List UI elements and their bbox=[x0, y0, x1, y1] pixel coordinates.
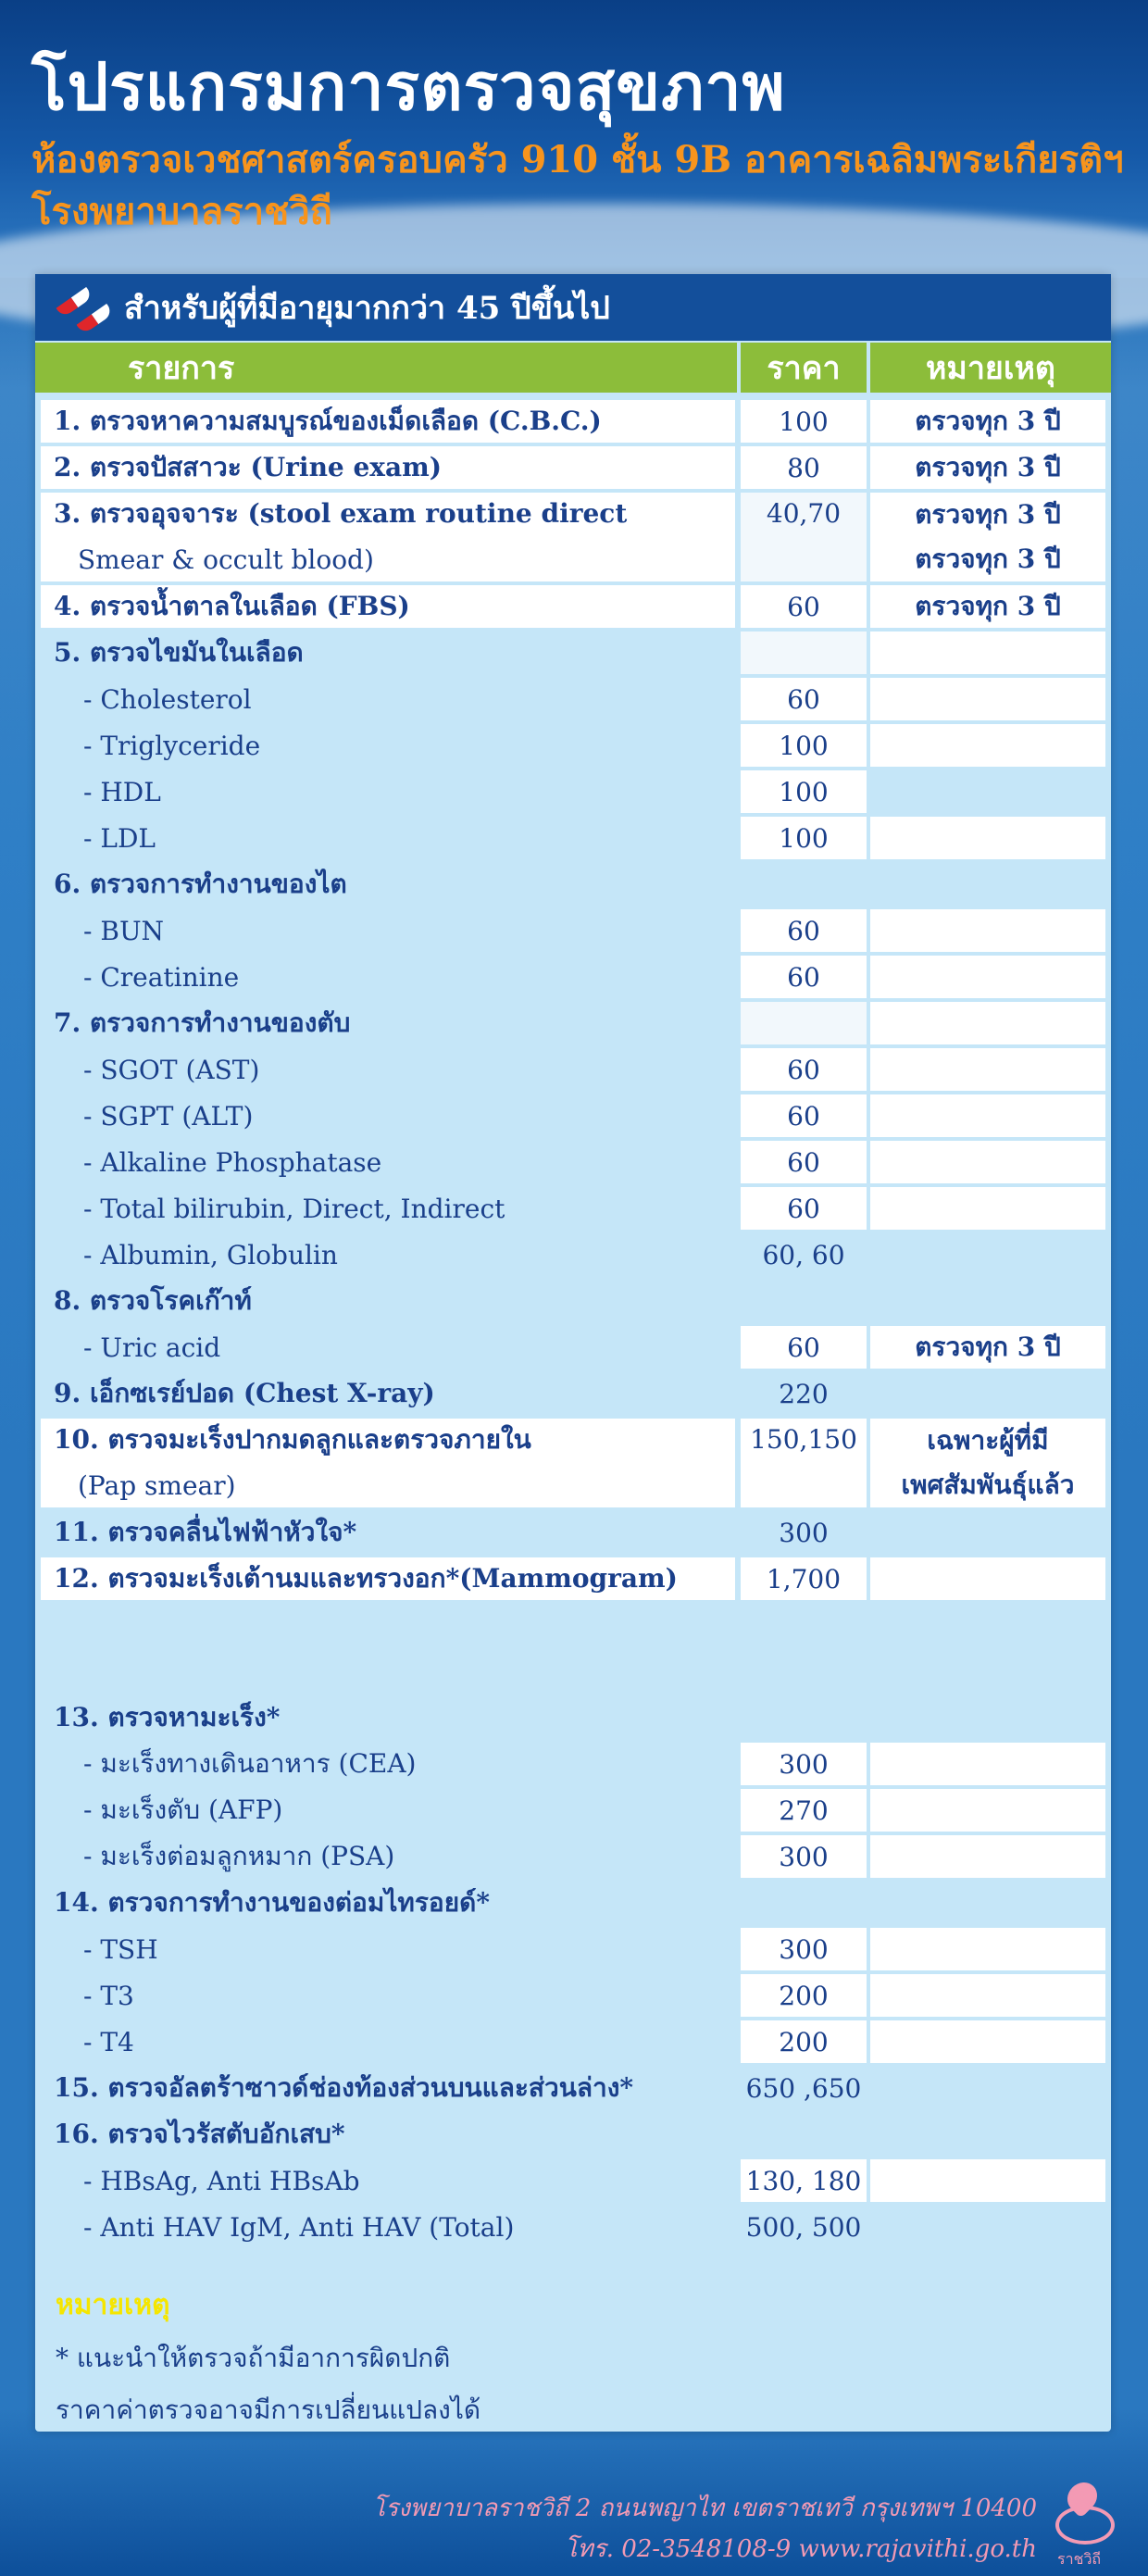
row-price: 60 bbox=[741, 1094, 867, 1137]
hospital-name: โรงพยาบาลราชวิถี bbox=[31, 190, 332, 233]
row-note bbox=[870, 1928, 1105, 1970]
table-row bbox=[35, 1094, 1111, 1141]
table-row bbox=[35, 1743, 1111, 1789]
table-row bbox=[35, 1233, 1111, 1280]
header-banner bbox=[0, 0, 1148, 278]
table-row bbox=[35, 1326, 1111, 1372]
table-row bbox=[35, 2206, 1111, 2252]
row-note-line: เฉพาะผู้ที่มี bbox=[927, 1425, 1049, 1456]
row-price: 60 bbox=[741, 1048, 867, 1091]
row-note bbox=[870, 2206, 1105, 2248]
row-note bbox=[870, 2067, 1105, 2109]
row-item: 16. ตรวจไวรัสตับอักเสบ* bbox=[54, 2119, 345, 2149]
table-row bbox=[35, 1835, 1111, 1882]
row-price: 200 bbox=[741, 2020, 867, 2063]
row-note bbox=[870, 1511, 1105, 1554]
row-price: 270 bbox=[741, 1789, 867, 1832]
row-note bbox=[870, 1233, 1105, 1276]
row-note bbox=[870, 770, 1105, 813]
row-item: 7. ตรวจการทำงานของตับ bbox=[54, 1007, 351, 1038]
row-note bbox=[870, 631, 1105, 674]
row-note bbox=[870, 1974, 1105, 2017]
table-row bbox=[35, 1789, 1111, 1835]
row-item: - SGPT (ALT) bbox=[83, 1100, 254, 1132]
table-row bbox=[35, 1928, 1111, 1974]
row-price: 300 bbox=[741, 1835, 867, 1878]
row-price: 80 bbox=[741, 446, 867, 489]
row-item: - SGOT (AST) bbox=[83, 1054, 260, 1085]
row-item: - Triglyceride bbox=[83, 730, 261, 761]
row-price: 40,70 bbox=[741, 493, 867, 581]
row-price: 220 bbox=[779, 1378, 829, 1409]
row-item-line: Smear & occult blood) bbox=[78, 544, 374, 575]
table-row bbox=[35, 2020, 1111, 2067]
row-item: 5. ตรวจไขมันในเลือด bbox=[54, 637, 304, 668]
row-item: 6. ตรวจการทำงานของไต bbox=[54, 869, 347, 899]
row-note bbox=[870, 2113, 1105, 2156]
row-price: 60 bbox=[741, 678, 867, 720]
table-row bbox=[35, 493, 1111, 585]
row-item: - HDL bbox=[83, 776, 161, 807]
table-row bbox=[35, 1141, 1111, 1187]
row-price: 300 bbox=[741, 1743, 867, 1785]
row-item: - Cholesterol bbox=[83, 683, 252, 715]
row-item: - Total bilirubin, Direct, Indirect bbox=[83, 1193, 505, 1224]
row-item: - Albumin, Globulin bbox=[83, 1239, 338, 1270]
row-price: 300 bbox=[779, 1517, 829, 1548]
row-item: 2. ตรวจปัสสาวะ (Urine exam) bbox=[41, 446, 735, 489]
table-row bbox=[35, 631, 1111, 678]
row-item: 9. เอ็กซเรย์ปอด (Chest X-ray) bbox=[54, 1378, 435, 1408]
row-price: 300 bbox=[741, 1928, 867, 1970]
row-price: 1,700 bbox=[741, 1557, 867, 1600]
row-price: 100 bbox=[741, 817, 867, 859]
row-note bbox=[870, 1187, 1105, 1230]
row-item-line: (Pap smear) bbox=[78, 1470, 236, 1501]
table-row bbox=[35, 1511, 1111, 1557]
page-title: โปรแกรมการตรวจสุขภาพ bbox=[31, 49, 786, 125]
table-row bbox=[35, 2159, 1111, 2206]
row-item: 8. ตรวจโรคเก๊าท์ bbox=[54, 1285, 252, 1316]
row-price: 60 bbox=[741, 1326, 867, 1369]
table-row bbox=[35, 585, 1111, 631]
row-item: - T4 bbox=[83, 2026, 134, 2057]
row-item: - HBsAg, Anti HBsAb bbox=[83, 2165, 360, 2196]
note-line-2: ราคาค่าตรวจอาจมีการเปลี่ยนแปลงได้ bbox=[56, 2395, 481, 2425]
row-note-line: ตรวจทุก 3 ปี bbox=[915, 499, 1061, 530]
row-price: 60 bbox=[741, 909, 867, 952]
row-note bbox=[870, 493, 1105, 581]
row-item-line: 3. ตรวจอุจจาระ (stool exam routine direct bbox=[54, 498, 628, 529]
table-row bbox=[35, 1280, 1111, 1326]
row-item bbox=[41, 493, 735, 581]
row-price: 60 bbox=[741, 956, 867, 998]
logo-text: ราชวิถี bbox=[1057, 2550, 1102, 2568]
table-row bbox=[35, 724, 1111, 770]
row-item: 13. ตรวจหามะเร็ง* bbox=[54, 1702, 281, 1732]
row-note bbox=[870, 1789, 1105, 1832]
row-item: - TSH bbox=[83, 1933, 158, 1965]
row-item: - BUN bbox=[83, 915, 165, 946]
row-note bbox=[870, 1141, 1105, 1183]
row-item: - มะเร็งตับ (AFP) bbox=[83, 1794, 283, 1825]
clinic-location: ห้องตรวจเวชศาสตร์ครอบครัว 910 ชั้น 9B อาคารเฉลิมพระเกียรติฯ bbox=[31, 138, 1124, 181]
table-row bbox=[35, 817, 1111, 863]
row-note bbox=[870, 678, 1105, 720]
row-price: 100 bbox=[741, 724, 867, 767]
table-row bbox=[35, 1187, 1111, 1233]
row-note bbox=[870, 1280, 1105, 1322]
column-header-item: รายการ bbox=[35, 343, 737, 393]
row-note bbox=[870, 1419, 1105, 1507]
row-item: 1. ตรวจหาความสมบูรณ์ของเม็ดเลือด (C.B.C.) bbox=[41, 400, 735, 443]
row-price: 60 bbox=[741, 585, 867, 628]
row-price bbox=[741, 863, 867, 906]
table-row bbox=[35, 1882, 1111, 1928]
pill-icon bbox=[52, 283, 115, 331]
row-price: 500, 500 bbox=[745, 2211, 862, 2243]
row-item: 4. ตรวจน้ำตาลในเลือด (FBS) bbox=[41, 585, 735, 628]
row-note bbox=[870, 1002, 1105, 1044]
notes-section bbox=[56, 2283, 480, 2431]
row-note bbox=[870, 1557, 1105, 1600]
program-panel bbox=[35, 274, 1111, 2432]
row-price: 150,150 bbox=[741, 1419, 867, 1507]
row-item: - LDL bbox=[83, 822, 156, 854]
row-item bbox=[41, 1419, 735, 1507]
row-price bbox=[741, 1280, 867, 1322]
row-item: - มะเร็งทางเดินอาหาร (CEA) bbox=[83, 1748, 417, 1779]
row-note bbox=[870, 1048, 1105, 1091]
row-note bbox=[870, 909, 1105, 952]
row-price bbox=[741, 1882, 867, 1924]
row-price: 650 ,650 bbox=[745, 2072, 862, 2104]
row-note bbox=[870, 1835, 1105, 1878]
row-item-line: 10. ตรวจมะเร็งปากมดลูกและตรวจภายใน bbox=[54, 1424, 531, 1455]
program-table bbox=[35, 400, 1111, 2252]
row-price: 100 bbox=[741, 400, 867, 443]
row-item: 15. ตรวจอัลตร้าซาวด์ช่องท้องส่วนบนและส่วนล่าง* bbox=[54, 2072, 634, 2103]
table-row bbox=[35, 863, 1111, 909]
row-note bbox=[870, 1882, 1105, 1924]
row-note: ตรวจทุก 3 ปี bbox=[870, 446, 1105, 489]
row-item: - Alkaline Phosphatase bbox=[83, 1146, 382, 1178]
row-note: ตรวจทุก 3 ปี bbox=[870, 585, 1105, 628]
column-header-price: ราคา bbox=[741, 343, 867, 393]
row-price: 200 bbox=[741, 1974, 867, 2017]
row-item: 11. ตรวจคลื่นไฟฟ้าหัวใจ* bbox=[54, 1517, 357, 1547]
table-row bbox=[35, 770, 1111, 817]
row-item: 12. ตรวจมะเร็งเต้านมและทรวงอก*(Mammogram) bbox=[41, 1557, 735, 1600]
row-item: - มะเร็งต่อมลูกหมาก (PSA) bbox=[83, 1841, 395, 1871]
column-header-note: หมายเหตุ bbox=[870, 343, 1111, 393]
table-row bbox=[35, 1002, 1111, 1048]
row-price: 60 bbox=[741, 1187, 867, 1230]
row-note: ตรวจทุก 3 ปี bbox=[870, 1326, 1105, 1369]
row-item: - Creatinine bbox=[83, 961, 240, 993]
row-note bbox=[870, 2020, 1105, 2063]
row-note bbox=[870, 817, 1105, 859]
row-note bbox=[870, 1696, 1105, 1739]
row-note bbox=[870, 863, 1105, 906]
table-row bbox=[35, 909, 1111, 956]
table-row bbox=[35, 956, 1111, 1002]
row-price bbox=[741, 1002, 867, 1044]
table-row bbox=[35, 446, 1111, 493]
table-row bbox=[35, 400, 1111, 446]
table-row bbox=[35, 678, 1111, 724]
table-row bbox=[35, 1974, 1111, 2020]
row-price: 60 bbox=[741, 1141, 867, 1183]
panel-heading-text: สำหรับผู้ที่มีอายุมากกว่า 45 ปีขึ้นไป bbox=[124, 290, 610, 327]
row-item: - Uric acid bbox=[83, 1332, 221, 1363]
row-note bbox=[870, 724, 1105, 767]
table-row bbox=[35, 1372, 1111, 1419]
row-note bbox=[870, 2159, 1105, 2202]
row-note: ตรวจทุก 3 ปี bbox=[870, 400, 1105, 443]
row-item: - T3 bbox=[83, 1980, 134, 2011]
row-price bbox=[741, 1696, 867, 1739]
row-price bbox=[741, 631, 867, 674]
table-row bbox=[35, 1557, 1111, 1604]
row-note bbox=[870, 1094, 1105, 1137]
table-row bbox=[35, 1696, 1111, 1743]
table-row bbox=[35, 1048, 1111, 1094]
panel-heading bbox=[35, 274, 1111, 341]
table-gap bbox=[35, 1604, 1111, 1696]
row-price: 130, 180 bbox=[741, 2159, 867, 2202]
row-note bbox=[870, 1743, 1105, 1785]
notes-title: หมายเหตุ bbox=[56, 2289, 170, 2321]
row-note-line: เพศสัมพันธุ์แล้ว bbox=[901, 1469, 1075, 1500]
row-price: 100 bbox=[741, 770, 867, 813]
row-note bbox=[870, 1372, 1105, 1415]
table-row bbox=[35, 1419, 1111, 1511]
footer-address: โรงพยาบาลราชวิถี 2 ถนนพญาไท เขตราชเทวี กรุงเทพฯ 10400 bbox=[372, 2495, 1037, 2522]
row-price: 60, 60 bbox=[762, 1239, 845, 1270]
row-price bbox=[741, 2113, 867, 2156]
footer-contact: โทร. 02-3548108-9 www.rajavithi.go.th bbox=[564, 2535, 1037, 2563]
table-row bbox=[35, 2113, 1111, 2159]
row-note bbox=[870, 956, 1105, 998]
row-note-line: ตรวจทุก 3 ปี bbox=[915, 544, 1061, 574]
row-item: 14. ตรวจการทำงานของต่อมไทรอยด์* bbox=[54, 1887, 490, 1918]
hospital-logo-icon bbox=[1052, 2478, 1126, 2567]
note-line-1: * แนะนำให้ตรวจถ้ามีอาการผิดปกติ bbox=[56, 2343, 451, 2373]
table-row bbox=[35, 2067, 1111, 2113]
footer bbox=[0, 2463, 1148, 2576]
row-item: - Anti HAV IgM, Anti HAV (Total) bbox=[83, 2211, 515, 2243]
